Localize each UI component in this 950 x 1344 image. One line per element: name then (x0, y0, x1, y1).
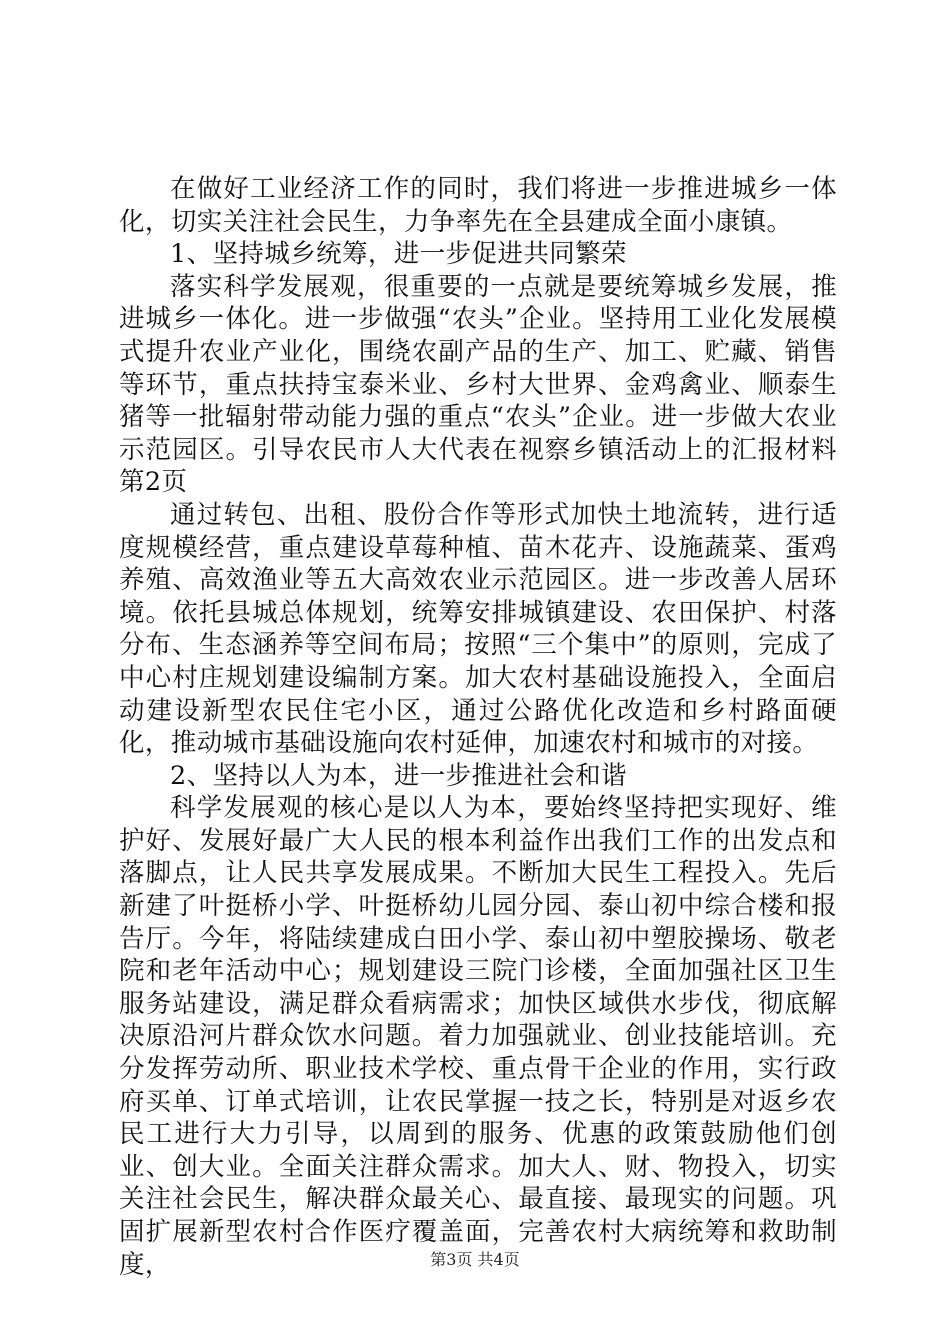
section-heading: 1、坚持城乡统筹，进一步促进共同繁荣 (170, 239, 627, 270)
body-paragraph: 通过转包、出租、股份合作等形式加快土地流转，进行适度规模经营，重点建设草莓种植、苗木花卉、设施蔬菜、蛋鸡养殖、高效渔业等五大高效农业示范园区。进一步改善人居环境。依托县城总体规划，统筹安排城镇建设、农田保护、村落分布、生态涵养等空间布局；按照“三个集中”的原则，完成了中心村庄规划建设编制方案。加大农村基础设施投入，全面启动建设新型农民住宅小区，通过公路优化改造和乡村路面硬化，推动城市基础设施向农村延伸，加速农村和城市的对接。 (119, 499, 837, 759)
page-footer: 第3页 共4页 (430, 1250, 520, 1269)
body-paragraph: 落实科学发展观，很重要的一点就是要统筹城乡发展，推进城乡一体化。进一步做强“农头”企业。坚持用工业化发展模式提升农业产业化，围绕农副产品的生产、加工、贮藏、销售等环节，重点扶持宝泰米业、乡村大世界、金鸡禽业、顺泰生猪等一批辐射带动能力强的重点“农头”企业。进一步做大农业示范园区。引导农民市人大代表在视察乡镇活动上的汇报材料第2页 (119, 271, 837, 498)
body-paragraph: 在做好工业经济工作的同时，我们将进一步推进城乡一体化，切实关注社会民生，力争率先在全县建成全面小康镇。 (119, 174, 837, 237)
document-body (119, 173, 837, 1281)
body-paragraph: 科学发展观的核心是以人为本，要始终坚持把实现好、维护好、发展好最广大人民的根本利益作出我们工作的出发点和落脚点，让人民共享发展成果。不断加大民生工程投入。先后新建了叶挺桥小学、叶挺桥幼儿园分园、泰山初中综合楼和报告厅。今年，将陆续建成白田小学、泰山初中塑胶操场、敬老院和老年活动中心；规划建设三院门诊楼，全面加强社区卫生服务站建设，满足群众看病需求；加快区域供水步伐，彻底解决原沿河片群众饮水问题。着力加强就业、创业技能培训。充分发挥劳动所、职业技术学校、重点骨干企业的作用，实行政府买单、订单式培训，让农民掌握一技之长，特别是对返乡农民工进行大力引导，以周到的服务、优惠的政策鼓励他们创业、创大业。全面关注群众需求。加大人、财、物投入，切实关注社会民生，解决群众最关心、最直接、最现实的问题。巩固扩展新型农村合作医疗覆盖面，完善农村大病统筹和救助制度， (119, 793, 837, 1280)
section-heading: 2、坚持以人为本，进一步推进社会和谐 (170, 760, 627, 791)
